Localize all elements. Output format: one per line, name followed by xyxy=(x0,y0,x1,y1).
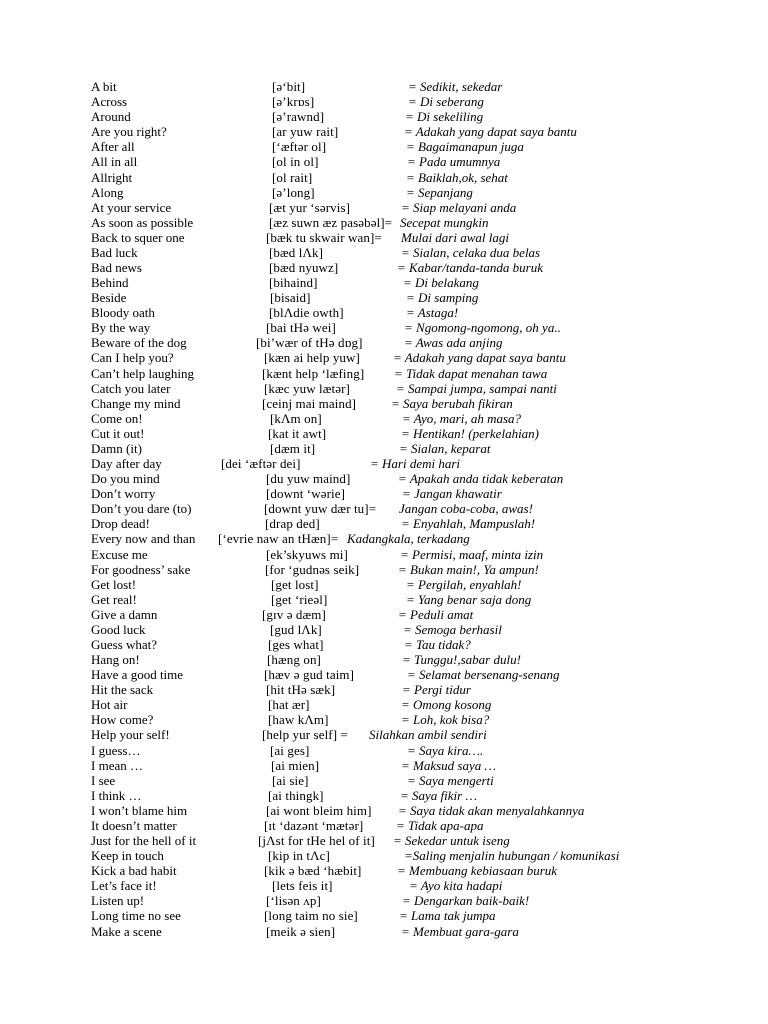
pronunciation: [ges what] xyxy=(268,637,324,652)
english-phrase: Change my mind xyxy=(91,395,181,411)
english-phrase: I see xyxy=(91,772,116,788)
english-phrase: Bloody oath xyxy=(91,305,155,321)
indonesian-meaning: = Astaga! xyxy=(406,305,459,321)
english-phrase: Bad news xyxy=(91,260,142,275)
pronunciation: [‘lisən ʌp] xyxy=(266,893,321,909)
english-phrase: Let’s face it! xyxy=(91,878,157,894)
english-phrase: Long time no see xyxy=(91,908,181,924)
english-phrase: Hang on! xyxy=(91,652,140,667)
indonesian-meaning: = Pada umumnya xyxy=(407,154,501,170)
english-phrase: Good luck xyxy=(91,621,146,637)
pronunciation: [ai mien] xyxy=(271,757,320,773)
pronunciation: [get ‘rieəl] xyxy=(271,591,328,607)
english-phrase: Kick a bad habit xyxy=(91,863,177,879)
english-phrase: Along xyxy=(91,184,124,200)
indonesian-meaning: Silahkan ambil sendiri xyxy=(369,727,487,743)
pronunciation: [bai tHə wei] xyxy=(266,320,336,336)
pronunciation: [bæk tu skwair wan]= xyxy=(266,229,382,245)
pronunciation: [kat it awt] xyxy=(268,425,327,441)
indonesian-meaning: = Saya berubah fikiran xyxy=(391,395,513,411)
indonesian-meaning: Kadangkala, terkadang xyxy=(347,531,470,547)
indonesian-meaning: = Bagaimanapun juga xyxy=(406,139,524,155)
pronunciation: [kæc yuw lætər] xyxy=(264,380,350,396)
pronunciation: [jΛst for tHe hel of it] xyxy=(258,833,375,848)
pronunciation: [kip in tΛc] xyxy=(268,848,330,864)
indonesian-meaning: = Yang benar saja dong xyxy=(406,591,532,607)
indonesian-meaning: = Sedikit, sekedar xyxy=(408,79,503,94)
pronunciation: [kik ə bæd ‘hæbit] xyxy=(264,863,362,879)
indonesian-meaning: = Semoga berhasil xyxy=(403,621,502,637)
pronunciation: [ai sie] xyxy=(272,772,309,788)
english-phrase: Back to squer one xyxy=(91,229,185,245)
english-phrase: Across xyxy=(91,94,128,110)
pronunciation: [æz suwn æz pasəbəl]= xyxy=(269,214,393,230)
indonesian-meaning: Mulai dari awal lagi xyxy=(401,229,509,245)
indonesian-meaning: = Tidak apa-apa xyxy=(396,817,484,833)
english-phrase: I won’t blame him xyxy=(91,802,188,818)
pronunciation: [kΛm on] xyxy=(270,410,322,426)
indonesian-meaning: = Apakah anda tidak keberatan xyxy=(398,471,564,487)
indonesian-meaning: = Di belakang xyxy=(403,275,479,290)
pronunciation: [get lost] xyxy=(271,576,319,592)
english-phrase: I guess… xyxy=(91,742,141,758)
pronunciation: [æt yur ‘sərvis] xyxy=(269,199,351,215)
pronunciation: [gud lΛk] xyxy=(270,621,322,637)
indonesian-meaning: = Membuang kebiasaan buruk xyxy=(397,863,558,879)
english-phrase: Can I help you? xyxy=(91,350,174,366)
pronunciation: [ai thingk] xyxy=(268,787,324,803)
english-phrase: Listen up! xyxy=(91,893,145,909)
indonesian-meaning: = Loh, kok bisa? xyxy=(401,712,490,728)
pronunciation: [lets feis it] xyxy=(272,878,333,894)
pronunciation: [hit tHə sæk] xyxy=(266,682,336,698)
english-phrase: After all xyxy=(91,139,135,155)
pronunciation: [ə’rawnd] xyxy=(272,109,325,125)
pronunciation: [bisaid] xyxy=(270,290,311,306)
indonesian-meaning: = Dengarkan baik-baik! xyxy=(402,893,530,909)
english-phrase: Around xyxy=(91,109,131,125)
english-phrase: Guess what? xyxy=(91,637,158,652)
indonesian-meaning: = Sepanjang xyxy=(406,184,473,200)
english-phrase: I mean … xyxy=(91,757,143,773)
pronunciation: [ai wont bleim him] xyxy=(266,802,372,818)
pronunciation: [ek’skyuws mi] xyxy=(266,546,348,562)
pronunciation: [hæng on] xyxy=(267,652,321,667)
english-phrase: Allright xyxy=(91,169,133,185)
pronunciation: [dei ‘æftər dei] xyxy=(221,456,301,471)
english-phrase: Give a damn xyxy=(91,606,158,622)
pronunciation: [hæv ə gud taim] xyxy=(264,667,355,683)
indonesian-meaning: = Sekedar untuk iseng xyxy=(393,833,510,848)
indonesian-meaning: = Di samping xyxy=(406,290,479,306)
indonesian-meaning: = Saya kira…. xyxy=(407,742,484,758)
indonesian-meaning: = Ngomong-ngomong, oh ya.. xyxy=(404,320,561,336)
english-phrase: Have a good time xyxy=(91,667,184,683)
english-phrase: Drop dead! xyxy=(91,516,150,532)
indonesian-meaning: = Sialan, celaka dua belas xyxy=(401,244,541,260)
indonesian-meaning: = Di seberang xyxy=(408,94,484,110)
pronunciation: [ceinj mai maind] xyxy=(262,395,357,411)
indonesian-meaning: =Saling menjalin hubungan / komunikasi xyxy=(404,848,620,864)
pronunciation: [help yur self] = xyxy=(262,727,348,743)
english-phrase: I think … xyxy=(91,787,142,803)
indonesian-meaning: = Di sekeliling xyxy=(405,109,484,125)
english-phrase: Every now and than xyxy=(91,531,196,547)
pronunciation: [drap ded] xyxy=(265,516,320,532)
english-phrase: A bit xyxy=(91,79,117,94)
english-phrase: Behind xyxy=(91,275,129,290)
english-phrase: Get lost! xyxy=(91,576,137,592)
english-phrase: Just for the hell of it xyxy=(91,833,197,848)
pronunciation: [downt yuw dær tu]= xyxy=(264,501,377,517)
english-phrase: For goodness’ sake xyxy=(91,561,191,577)
pronunciation: [bæd lΛk] xyxy=(269,244,324,260)
indonesian-meaning: = Awas ada anjing xyxy=(404,335,503,351)
english-phrase: Are you right? xyxy=(91,124,167,140)
indonesian-meaning: = Omong kosong xyxy=(401,697,492,713)
english-phrase: Excuse me xyxy=(91,546,148,562)
indonesian-meaning: = Pergi tidur xyxy=(402,682,471,698)
english-phrase: Damn (it) xyxy=(91,440,142,456)
indonesian-meaning: = Kabar/tanda-tanda buruk xyxy=(397,260,543,275)
english-phrase: Day after day xyxy=(91,456,162,471)
pronunciation: [dæm it] xyxy=(270,440,316,456)
english-phrase: Don’t you dare (to) xyxy=(91,501,192,517)
pronunciation: [ol rait] xyxy=(272,169,313,185)
english-phrase: Bad luck xyxy=(91,244,138,260)
indonesian-meaning: = Enyahlah, Mampuslah! xyxy=(401,516,536,532)
indonesian-meaning: = Saya mengerti xyxy=(407,772,494,788)
indonesian-meaning: = Tunggu!,sabar dulu! xyxy=(402,652,521,667)
indonesian-meaning: = Membuat gara-gara xyxy=(401,923,519,939)
pronunciation: [for ‘gudnəs seik] xyxy=(265,561,360,577)
indonesian-meaning: = Ayo kita hadapi xyxy=(409,878,503,894)
english-phrase: Make a scene xyxy=(91,923,162,939)
indonesian-meaning: = Saya fikir … xyxy=(400,787,478,803)
indonesian-meaning: = Bukan main!, Ya ampun! xyxy=(398,561,539,577)
pronunciation: [ar yuw rait] xyxy=(272,124,339,140)
pronunciation: [long taim no sie] xyxy=(264,908,358,924)
english-phrase: Cut it out! xyxy=(91,425,145,441)
pronunciation: [ol in ol] xyxy=(272,154,319,170)
english-phrase: Help your self! xyxy=(91,727,170,743)
indonesian-meaning: Secepat mungkin xyxy=(400,214,489,230)
pronunciation: [ə’long] xyxy=(272,184,315,200)
indonesian-meaning: = Saya tidak akan menyalahkannya xyxy=(398,802,585,818)
indonesian-meaning: = Selamat bersenang-senang xyxy=(407,667,560,683)
pronunciation: [‘æftər ol] xyxy=(272,139,327,155)
indonesian-meaning: Jangan coba-coba, awas! xyxy=(399,501,533,517)
indonesian-meaning: = Tidak dapat menahan tawa xyxy=(394,365,548,381)
pronunciation: [kænt help ‘læfing] xyxy=(262,365,365,381)
indonesian-meaning: = Hentikan! (perkelahian) xyxy=(401,425,540,441)
indonesian-meaning: = Sampai jumpa, sampai nanti xyxy=(396,380,557,396)
english-phrase: Keep in touch xyxy=(91,848,164,864)
pronunciation: [ə’krɒs] xyxy=(272,94,315,110)
english-phrase: Hit the sack xyxy=(91,682,154,698)
indonesian-meaning: = Peduli amat xyxy=(398,606,474,622)
indonesian-meaning: = Siap melayani anda xyxy=(401,199,517,215)
english-phrase: Can’t help laughing xyxy=(91,365,195,381)
english-phrase: Don’t worry xyxy=(91,486,156,502)
indonesian-meaning: = Jangan khawatir xyxy=(402,486,502,502)
english-phrase: Do you mind xyxy=(91,471,160,487)
pronunciation: [‘evrie naw an tHæn]= xyxy=(218,531,339,547)
pronunciation: [haw kΛm] xyxy=(268,712,329,728)
pronunciation: [ə‘bit] xyxy=(272,79,306,94)
pronunciation: [bæd nyuwz] xyxy=(269,260,339,275)
english-phrase: As soon as possible xyxy=(91,214,194,230)
indonesian-meaning: = Permisi, maaf, minta izin xyxy=(400,546,544,562)
pronunciation: [du yuw maind] xyxy=(266,471,351,487)
indonesian-meaning: = Ayo, mari, ah masa? xyxy=(402,410,522,426)
indonesian-meaning: = Pergilah, enyahlah! xyxy=(406,576,522,592)
indonesian-meaning: = Maksud saya … xyxy=(401,757,497,773)
english-phrase: Hot air xyxy=(91,697,128,713)
english-phrase: Beside xyxy=(91,290,127,306)
english-phrase: How come? xyxy=(91,712,154,728)
pronunciation: [gɪv ə dæm] xyxy=(262,606,326,622)
english-phrase: It doesn’t matter xyxy=(91,817,177,833)
english-phrase: At your service xyxy=(91,199,172,215)
pronunciation: [bihaind] xyxy=(269,275,318,290)
indonesian-meaning: = Lama tak jumpa xyxy=(399,908,496,924)
pronunciation: [hat ær] xyxy=(268,697,310,713)
pronunciation: [blΛdie owth] xyxy=(269,305,344,321)
indonesian-meaning: = Adakah yang dapat saya bantu xyxy=(404,124,577,140)
english-phrase: Get real! xyxy=(91,591,137,607)
indonesian-meaning: = Sialan, keparat xyxy=(399,440,491,456)
pronunciation: [ai ges] xyxy=(270,742,310,758)
pronunciation: [downt ‘wərie] xyxy=(266,486,346,502)
indonesian-meaning: = Baiklah,ok, sehat xyxy=(406,169,508,185)
english-phrase: By the way xyxy=(91,320,151,336)
pronunciation: [bi’wær of tHə dɒg] xyxy=(256,335,363,351)
pronunciation: [kæn ai help yuw] xyxy=(264,350,360,366)
indonesian-meaning: = Hari demi hari xyxy=(370,456,461,471)
english-phrase: Catch you later xyxy=(91,380,171,396)
english-phrase: All in all xyxy=(91,154,138,170)
indonesian-meaning: = Adakah yang dapat saya bantu xyxy=(393,350,566,366)
english-phrase: Come on! xyxy=(91,410,143,426)
english-phrase: Beware of the dog xyxy=(91,335,187,351)
pronunciation: [meik ə sien] xyxy=(266,923,336,939)
pronunciation: [ɪt ‘dazənt ‘mætər] xyxy=(264,817,364,833)
indonesian-meaning: = Tau tidak? xyxy=(404,637,471,652)
